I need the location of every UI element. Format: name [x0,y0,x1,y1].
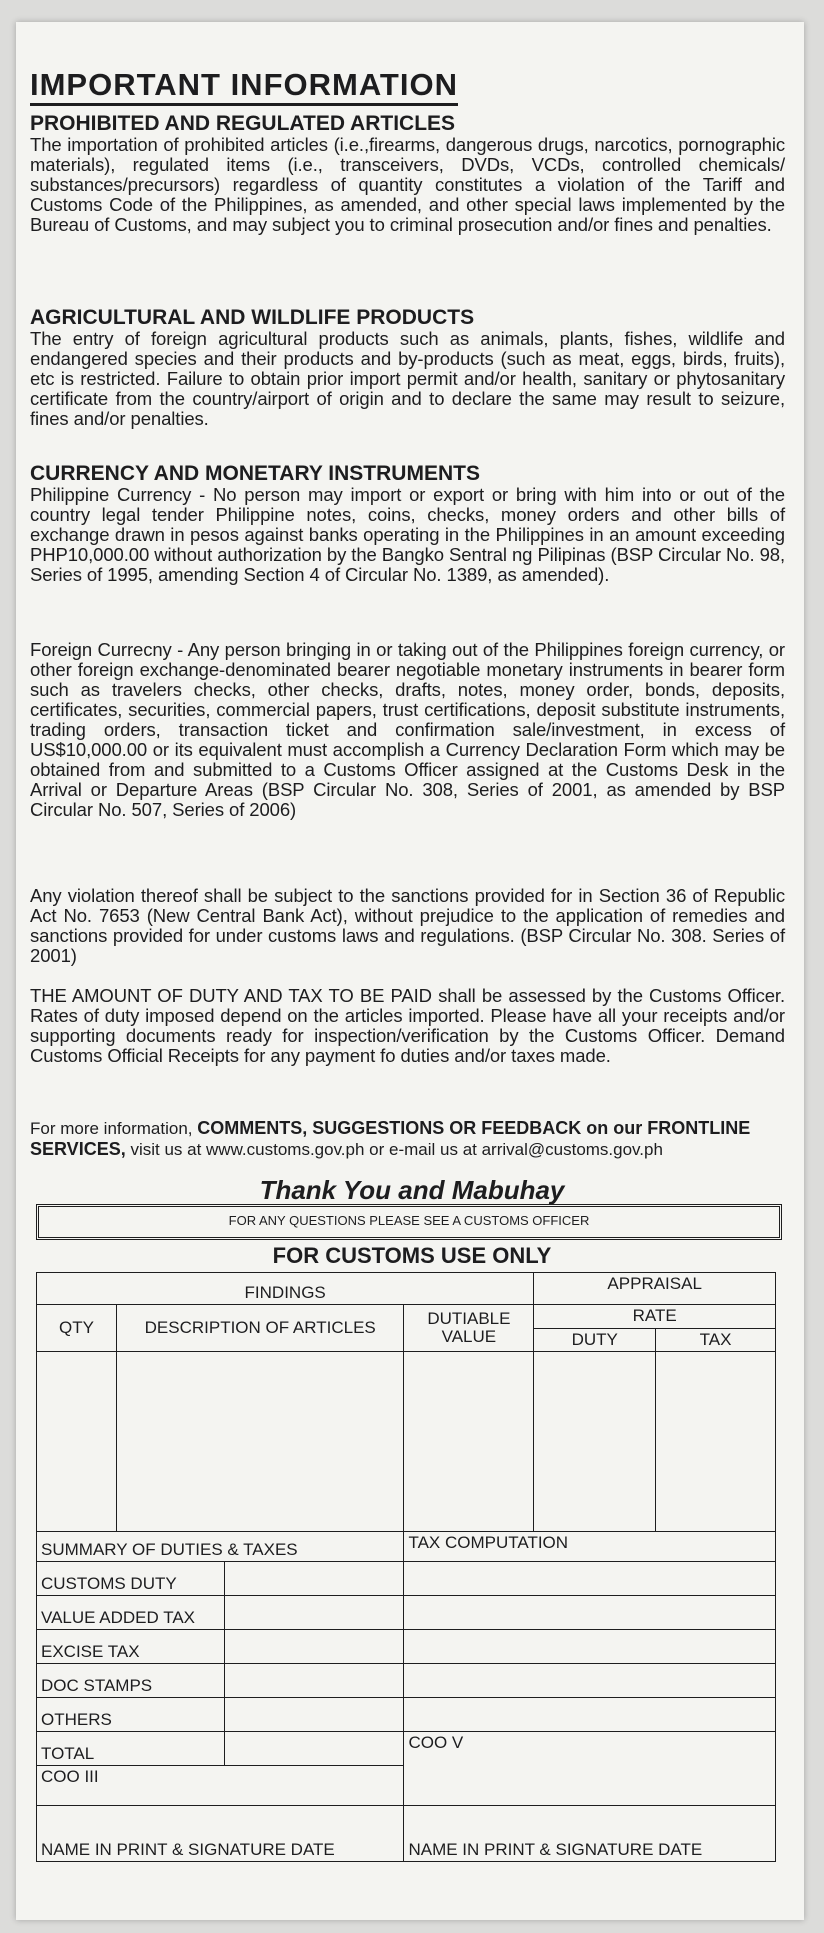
row-value-added-tax: VALUE ADDED TAX [37,1596,225,1630]
section-prohibited [30,112,785,235]
signature-left[interactable]: NAME IN PRINT & SIGNATURE DATE [37,1806,404,1862]
section-paragraph: Any violation thereof shall be subject to the sanctions provided for in Section 36 of Republic Act No. 7653 (New Central Bank Act), without prejudice to the application of remedies and sanctions provided for under customs laws and regulations. (BSP Circular No. 308. Series of 2001) [30,885,785,966]
tax-cell[interactable] [656,1352,776,1532]
page-title: IMPORTANT INFORMATION [30,68,458,106]
description-cell[interactable] [116,1352,404,1532]
section-paragraph: The entry of foreign agricultural products such as animals, plants, fishes, wildlife and endangered species and their products and by-products (such as meat, eggs, birds, fruits), etc is restricted. Failure to obtain prior import permit and/or health, sanitary or phytosanitary certificate from the country/airport of origin and to declare the same may result to seizure, fines and/or penalties. [30,328,785,429]
duty-header: DUTY [534,1329,656,1352]
section-heading: CURRENCY AND MONETARY INSTRUMENTS [30,462,480,485]
row-excise-tax: EXCISE TAX [37,1630,225,1664]
excise-amount[interactable] [224,1630,404,1664]
feedback-contact: visit us at www.customs.gov.ph or e-mail us at arrival@customs.gov.ph [130,1140,663,1159]
customs-duty-amount[interactable] [224,1562,404,1596]
dutiable-value-cell[interactable] [404,1352,534,1532]
duty-cell[interactable] [534,1352,656,1532]
dutiable-value-header: DUTIABLE VALUE [404,1305,534,1352]
thanks-text: Thank You and Mabuhay [259,1175,565,1205]
section-agricultural [30,306,785,429]
section-currency-foreign [30,640,785,820]
tax-computation-cell[interactable] [404,1562,776,1596]
section-currency [30,462,785,585]
section-duty-tax [30,986,785,1066]
row-customs-duty: CUSTOMS DUTY [37,1562,225,1596]
tax-computation-cell[interactable] [404,1698,776,1732]
signature-right[interactable]: NAME IN PRINT & SIGNATURE DATE [404,1806,776,1862]
vat-amount[interactable] [224,1596,404,1630]
section-paragraph: The importation of prohibited articles (i.e.,firearms, dangerous drugs, narcotics, pornographic materials), regulated items (i.e., transceivers, DVDs, VCDs, controlled chemicals/ substances/precursors) regardless of quantity constitutes a violation of the Tariff and Customs Code of the Philippines, as amended, and other special laws implemented by the Bureau of Customs, and may subject you to criminal prosecution and/or fines and penalties. [30,134,785,235]
summary-header: SUMMARY OF DUTIES & TAXES [37,1532,404,1562]
feedback-lead: For more information, [30,1119,193,1138]
qty-header: QTY [37,1305,117,1352]
tax-computation-header: TAX COMPUTATION [404,1532,776,1562]
tax-computation-cell[interactable] [404,1596,776,1630]
row-total: TOTAL [37,1732,225,1766]
tax-computation-cell[interactable] [404,1664,776,1698]
section-paragraph: Philippine Currency - No person may import or export or bring with him into or out of the country legal tender Philippine notes, coins, checks, money orders and other bills of exchange drawn in pesos against banks operating in the Philippines in an amount exceeding PHP10,000.00 without authorization by the Bangko Sentral ng Pilipinas (BSP Circular No. 98, Series of 1995, amending Section 4 of Circular No. 1389, as amended). [30,484,785,585]
others-amount[interactable] [224,1698,404,1732]
tax-header: TAX [656,1329,776,1352]
rate-header: RATE [534,1305,776,1329]
feedback-bold: COMMENTS, SUGGESTIONS OR FEEDBACK on our FRONTLINE SERVICES, [30,1118,751,1159]
qty-cell[interactable] [37,1352,117,1532]
coo3-label: COO III [37,1766,404,1806]
section-paragraph: Foreign Currecny - Any person bringing in or taking out of the Philippines foreign currency, or other foreign exchange-denominated bearer negotiable monetary instruments in bearer form such as travelers checks, other checks, drafts, notes, money order, bonds, deposits, certificates, securities, commercial papers, trust certifications, deposit substitute instruments, trading orders, transaction ticket and confirmation sale/investment, in excess of US$10,000.00 or its equivalent must accomplish a Currency Declaration Form which may be obtained from and submitted to a Customs Officer assigned at the Customs Desk in the Arrival or Departure Areas (BSP Circular No. 308, Series of 2001, as amended by BSP Circular No. 507, Series of 2006) [30,639,785,820]
section-paragraph: THE AMOUNT OF DUTY AND TAX TO BE PAID shall be assessed by the Customs Officer. Rates of duty imposed depend on the articles imported. Please have all your receipts and/or supporting documents ready for inspection/verification by the Customs Officer. Demand Customs Official Receipts for any payment fo duties and/or taxes made. [30,985,785,1066]
section-heading: PROHIBITED AND REGULATED ARTICLES [30,112,456,135]
feedback-note [30,1118,790,1160]
appraisal-header: APPRAISAL [534,1273,776,1305]
total-amount[interactable] [224,1732,404,1766]
customs-use-title: FOR CUSTOMS USE ONLY [272,1243,552,1268]
section-currency-violation [30,886,785,966]
coo5-label: COO V [404,1732,776,1806]
tax-computation-cell[interactable] [404,1630,776,1664]
customs-table [36,1272,776,1862]
findings-header: FINDINGS [37,1273,534,1305]
questions-box: FOR ANY QUESTIONS PLEASE SEE A CUSTOMS OFFICER [36,1204,782,1240]
description-header: DESCRIPTION OF ARTICLES [116,1305,404,1352]
row-doc-stamps: DOC STAMPS [37,1664,225,1698]
section-heading: AGRICULTURAL AND WILDLIFE PRODUCTS [30,306,475,329]
row-others: OTHERS [37,1698,225,1732]
doc-stamps-amount[interactable] [224,1664,404,1698]
